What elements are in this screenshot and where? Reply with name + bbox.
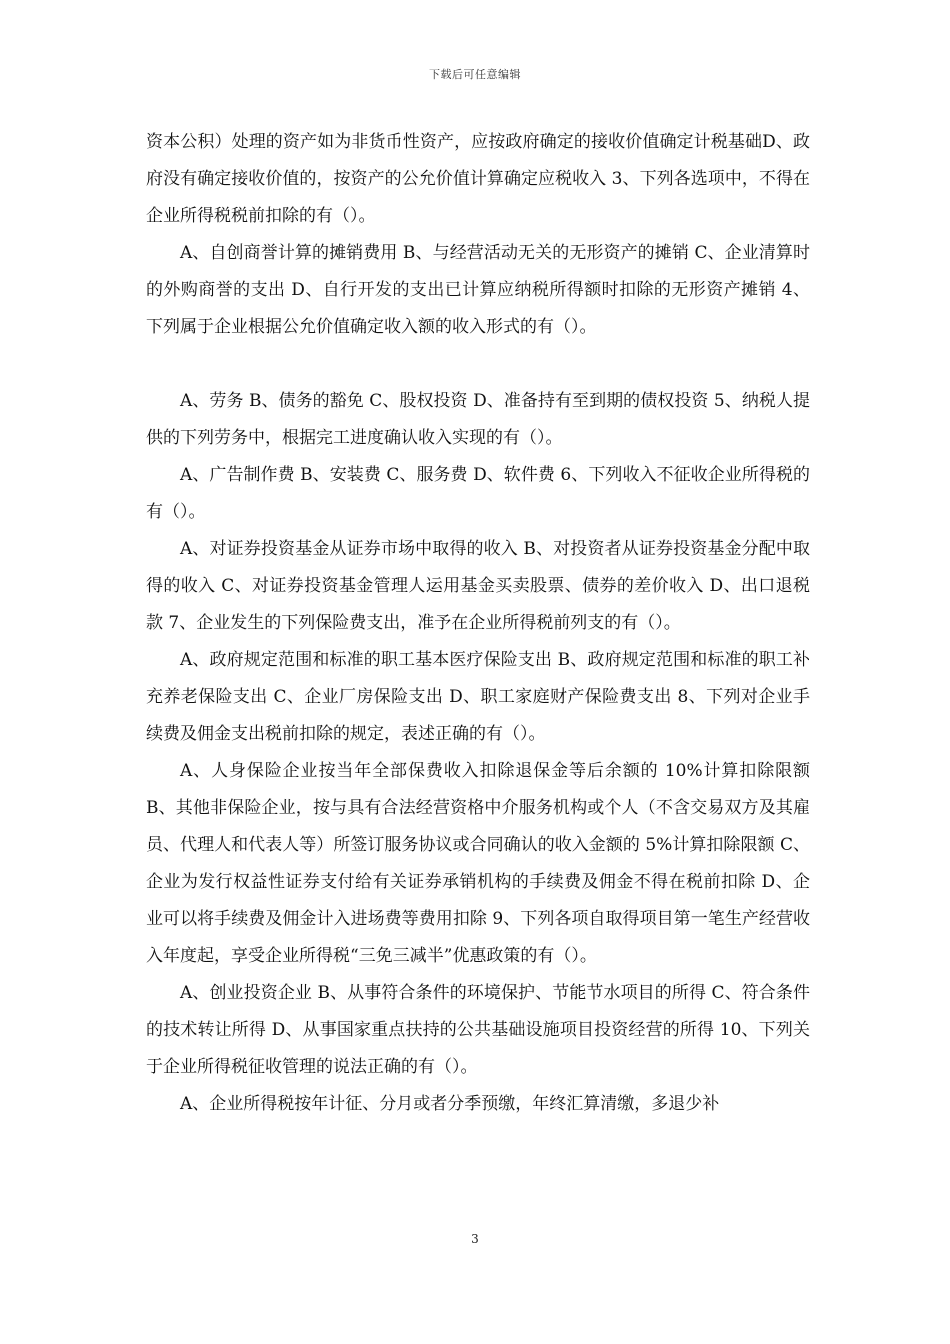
paragraph-4: A、广告制作费 B、安装费 C、服务费 D、软件费 6、下列收入不征收企业所得税的有（）。 — [146, 465, 810, 522]
paragraph-8: A、创业投资企业 B、从事符合条件的环境保护、节能节水项目的所得 C、符合条件的技术转让所得 D、从事国家重点扶持的公共基础设施项目投资经营的所得 10、下列关于企业所得税征收管理的说法正确的有（）。 — [146, 983, 810, 1077]
paragraph-9: A、企业所得税按年计征、分月或者分季预缴，年终汇算清缴，多退少补 — [180, 1094, 720, 1114]
page-header: 下载后可任意编辑 — [429, 68, 521, 81]
paragraph-1: 资本公积）处理的资产如为非货币性资产，应按政府确定的接收价值确定计税基础D、政府没有确定接收价值的，按资产的公允价值计算确定应税收入 3、下列各选项中，不得在企业所得税税前扣除的有（）。 — [146, 132, 810, 226]
paragraph-7: A、人身保险企业按当年全部保费收入扣除退保金等后余额的 10%计算扣除限额 B、其他非保险企业，按与具有合法经营资格中介服务机构或个人（不含交易双方及其雇员、代理人和代表人等）所签订服务协议或合同确认的收入金额的 5%计算扣除限额 C、企业为发行权益性证券支付给有关证券承销机构的手续费及佣金不得在税前扣除 D、企业可以将手续费及佣金计入进场费等费用扣除 9、下列各项自取得项目第一笔生产经营收入年度起，享受企业所得税“三免三减半”优惠政策的有（）。 — [146, 761, 810, 966]
paragraph-3: A、劳务 B、债务的豁免 C、股权投资 D、准备持有至到期的债权投资 5、纳税人提供的下列劳务中，根据完工进度确认收入实现的有（）。 — [146, 391, 810, 448]
paragraph-6: A、政府规定范围和标准的职工基本医疗保险支出 B、政府规定范围和标准的职工补充养老保险支出 C、企业厂房保险支出 D、职工家庭财产保险费支出 8、下列对企业手续费及佣金支出税前扣除的规定，表述正确的有（）。 — [146, 650, 810, 744]
document-body — [146, 124, 810, 1123]
paragraph-2: A、自创商誉计算的摊销费用 B、与经营活动无关的无形资产的摊销 C、企业清算时的外购商誉的支出 D、自行开发的支出已计算应纳税所得额时扣除的无形资产摊销 4、下列属于企业根据公允价值确定收入额的收入形式的有（）。 — [146, 243, 810, 337]
paragraph-5: A、对证券投资基金从证券市场中取得的收入 B、对投资者从证券投资基金分配中取得的收入 C、对证券投资基金管理人运用基金买卖股票、债券的差价收入 D、出口退税款 7、企业发生的下列保险费支出，准予在企业所得税前列支的有（）。 — [146, 539, 810, 633]
page-number: 3 — [471, 1232, 479, 1246]
